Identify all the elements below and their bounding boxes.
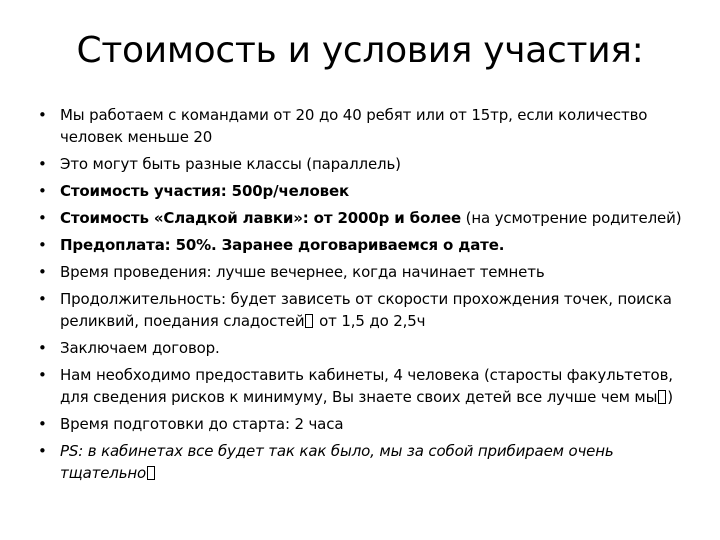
list-item	[36, 413, 684, 435]
missing-glyph-icon	[658, 390, 666, 404]
bullet-text: от 1,5 до 2,5ч	[314, 312, 426, 330]
bullet-text: Это могут быть разные классы (параллель)	[60, 155, 401, 173]
bullet-icon: •	[38, 442, 47, 460]
bullet-text-bold: Стоимость «Сладкой лавки»: от 2000р и более	[60, 209, 462, 227]
bullet-text: Стоимость участия: 500р/человек	[60, 182, 350, 200]
bullet-icon: •	[38, 155, 47, 173]
bullet-text: Мы работаем с командами от 20 до 40 ребят или от 15тр, если количество человек меньше 20	[60, 106, 648, 146]
bullet-icon: •	[38, 415, 47, 433]
bullet-text: PS: в кабинетах все будет так как было, мы за собой прибираем очень тщательно	[60, 442, 614, 482]
list-item	[36, 180, 684, 202]
missing-glyph-icon	[305, 314, 313, 328]
bullet-icon: •	[38, 263, 47, 281]
list-item	[36, 288, 684, 332]
bullet-text: )	[667, 388, 673, 406]
list-item	[36, 337, 684, 359]
bullet-text: Время подготовки до старта: 2 часа	[60, 415, 344, 433]
bullet-text: Нам необходимо предоставить кабинеты, 4 человека (старосты факультетов, для сведения рисков к минимуму, Вы знаете своих детей все лучше чем мы	[60, 366, 673, 406]
slide-title: Стоимость и условия участия:	[76, 30, 644, 71]
bullet-text: Предоплата: 50%. Заранее договариваемся о дате.	[60, 236, 505, 254]
list-item	[36, 364, 684, 408]
bullet-icon: •	[38, 106, 47, 124]
bullet-icon: •	[38, 209, 47, 227]
bullet-icon: •	[38, 182, 47, 200]
bullet-list	[36, 104, 684, 489]
list-item	[36, 207, 684, 229]
bullet-text: (на усмотрение родителей)	[461, 209, 682, 227]
missing-glyph-icon	[147, 466, 155, 480]
bullet-text: Заключаем договор.	[60, 339, 220, 357]
list-item	[36, 234, 684, 256]
bullet-text: Продолжительность: будет зависеть от скорости прохождения точек, поиска реликвий, поедания сладостей	[60, 290, 672, 330]
bullet-text: Время проведения: лучше вечернее, когда начинает темнеть	[60, 263, 545, 281]
list-item	[36, 104, 684, 148]
bullet-icon: •	[38, 290, 47, 308]
list-item	[36, 261, 684, 283]
bullet-icon: •	[38, 366, 47, 384]
list-item	[36, 153, 684, 175]
bullet-icon: •	[38, 236, 47, 254]
bullet-icon: •	[38, 339, 47, 357]
list-item	[36, 440, 684, 484]
